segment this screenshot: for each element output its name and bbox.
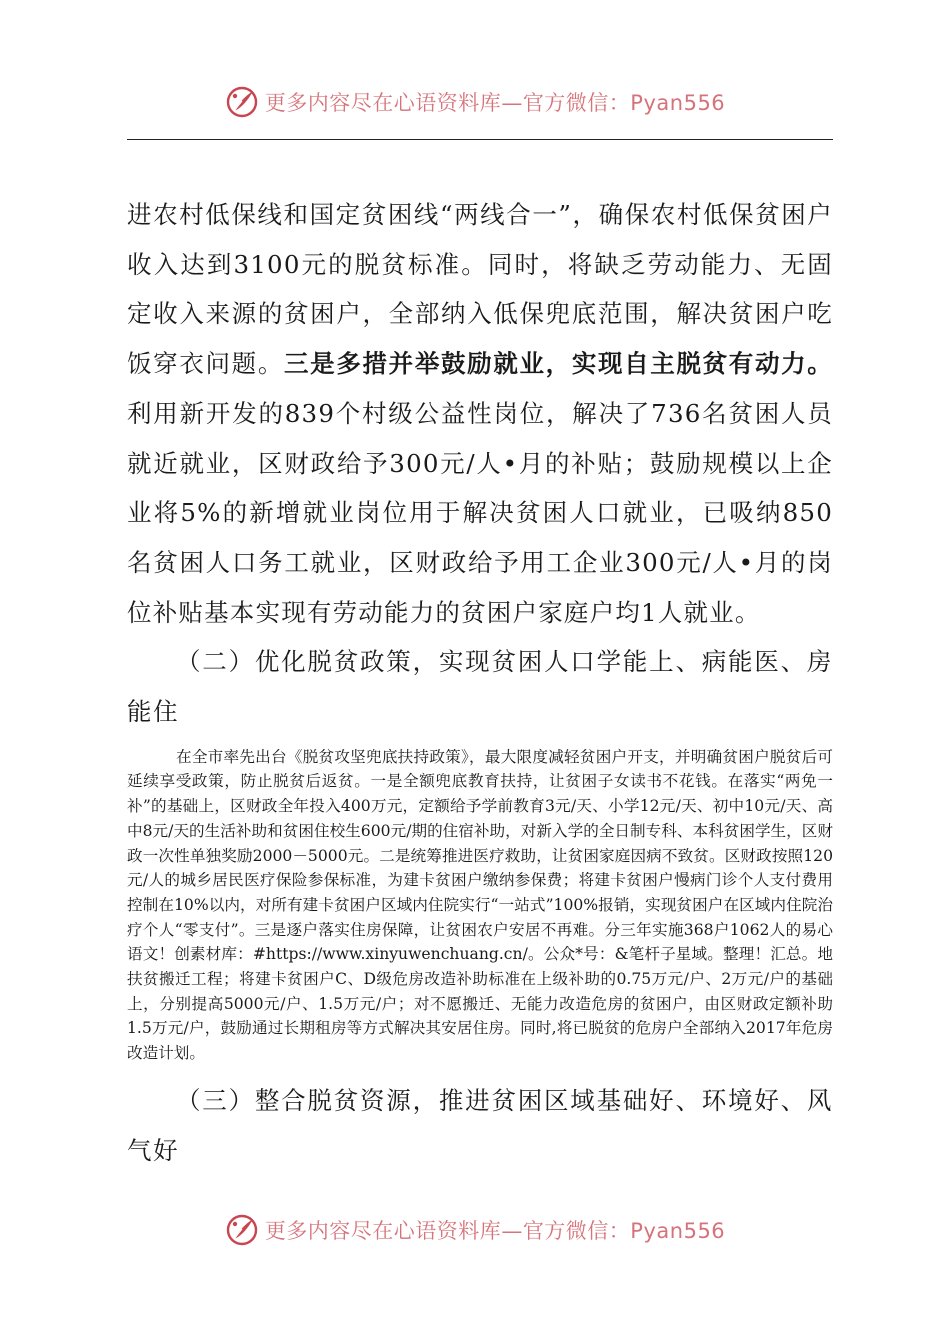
section-heading-3: （三）整合脱贫资源，推进贫困区域基础好、环境好、风气好 (127, 1085, 833, 1165)
header-banner (0, 82, 950, 122)
paragraph-lead: 进农村低保线和国定贫困线“两线合一”，确保农村低保贫困户收入达到3100元的脱贫标准。同时，将缺乏劳动能力、无固定收入来源的贫困户，全部纳入低保兜底范围，解决贫困户吃饭穿衣问题。 (127, 200, 833, 379)
banner-prefix: 更多内容尽在心语资料库 (264, 1219, 502, 1243)
paragraph-tail: 利用新开发的839个村级公益性岗位，解决了736名贫困人员就近就业，区财政给予300元/人•月的补贴；鼓励规模以上企业将5%的新增就业岗位用于解决贫困人口就业，已吸纳850名贫困人口务工就业，区财政给予用工企业300元/人•月的岗位补贴基本实现有劳动能力的贫困户家庭户均1人就业。 (127, 398, 833, 627)
quill-pen-logo-icon (225, 85, 259, 119)
footer-banner (0, 1210, 950, 1250)
bold-heading-inline: 三是多措并举鼓励就业，实现自主脱贫有动力。 (284, 349, 834, 379)
banner-separator: — (501, 1219, 523, 1243)
banner-text (265, 87, 725, 117)
banner-suffix: 官方微信：Pyan556 (522, 1219, 726, 1243)
quill-pen-logo-icon (225, 1213, 259, 1247)
paragraph-policy: 在全市率先出台《脱贫攻坚兜底扶持政策》，最大限度减轻贫困户开支，并明确贫困户脱贫后可延续享受政策，防止脱贫后返贫。一是全额兜底教育扶持，让贫困子女读书不花钱。在落实“两免一补”的基础上，区财政全年投入400万元，定额给予学前教育3元/天、小学12元/天、初中10元/天、高中8元/天的生活补助和贫困住校生600元/期的住宿补助，对新入学的全日制专科、本科贫困学生，区财政一次性单独奖励2000－5000元。二是统筹推进医疗救助，让贫困家庭因病不致贫。区财政按照120元/人的城乡居民医疗保险参保标准，为建卡贫困户缴纳参保费；将建卡贫困户慢病门诊个人支付费用控制在10%以内，对所有建卡贫困户区域内住院实行“一站式”100%报销，实现贫困户在区域内住院治疗个人“零支付”。三是逐户落实住房保障，让贫困农户安居不再难。分三年实施368户1062人的易心语文！创素材库：#https://www.xinyuwenchuang.cn/。公众*号：&笔杆子星域。整理！汇总。地扶贫搬迁工程；将建卡贫困户C、D级危房改造补助标准在上级补助的0.75万元/户、2万元/户的基础上，分别提高5000元/户、1.5万元/户；对不愿搬迁、无能力改造危房的贫困户，由区财政定额补助1.5万元/户，鼓励通过长期租房等方式解决其安居住房。同时,将已脱贫的危房户全部纳入2017年危房改造计划。 (127, 747, 833, 1063)
paragraph-employment (127, 190, 833, 637)
banner-prefix: 更多内容尽在心语资料库 (264, 91, 502, 115)
banner-text (265, 1215, 725, 1245)
section-heading-2: （二）优化脱贫政策，实现贫困人口学能上、病能医、房能住 (127, 647, 833, 727)
banner-separator: — (501, 91, 523, 115)
document-body (127, 190, 833, 1175)
banner-suffix: 官方微信：Pyan556 (522, 91, 726, 115)
header-divider (127, 139, 833, 140)
